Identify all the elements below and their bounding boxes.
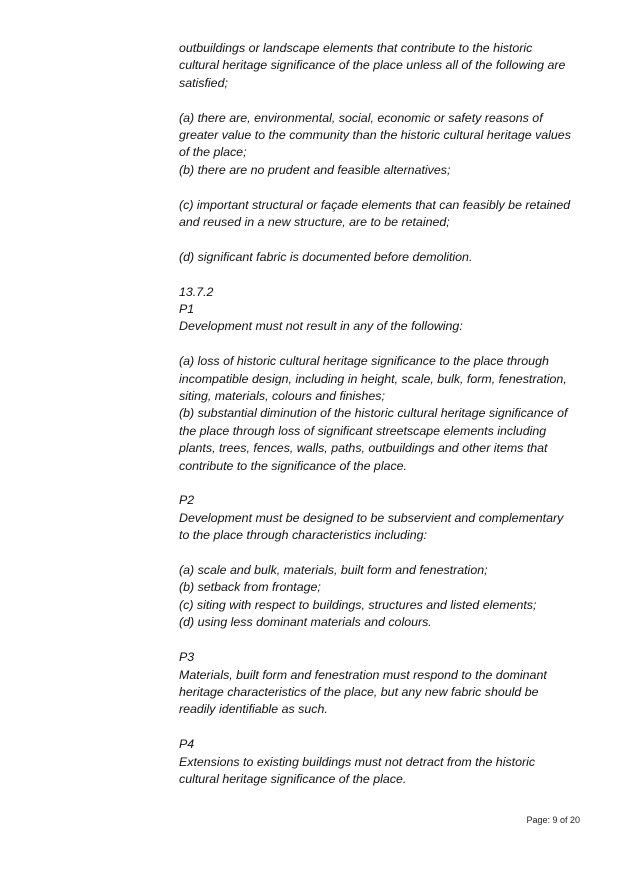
performance-criterion-label: P3: [179, 650, 195, 665]
text-line: (a) there are, environmental, social, economic or safety reasons of: [179, 110, 543, 125]
text-line: and reused in a new structure, are to be retained;: [179, 215, 450, 230]
clause-p3: [179, 649, 584, 719]
text-line: of the place;: [179, 145, 247, 160]
text-line: contribute to the significance of the place.: [179, 458, 407, 473]
text-line: the place through loss of significant streetscape elements including: [179, 423, 547, 438]
text-line: cultural heritage significance of the place.: [179, 771, 407, 786]
clause-p1: [179, 284, 584, 475]
text-line: satisfied;: [179, 75, 228, 90]
page-number: Page: 9 of 20: [526, 815, 580, 825]
list-item: (b) setback from frontage;: [179, 580, 321, 595]
performance-criterion-label: P1: [179, 302, 195, 317]
text-line: siting, materials, colours and finishes;: [179, 389, 385, 404]
list-item: (c) siting with respect to buildings, structures and listed elements;: [179, 597, 537, 612]
text-line: incompatible design, including in height, scale, bulk, form, fenestration,: [179, 371, 567, 386]
document-body: [179, 40, 584, 788]
list-item: (a) scale and bulk, materials, built form and fenestration;: [179, 563, 488, 578]
performance-criterion-label: P2: [179, 493, 195, 508]
text-line: greater value to the community than the historic cultural heritage values: [179, 128, 571, 143]
text-line: readily identifiable as such.: [179, 702, 328, 717]
text-line: outbuildings or landscape elements that contribute to the historic: [179, 41, 533, 55]
text-line: (a) loss of historic cultural heritage significance to the place through: [179, 354, 549, 369]
clause-number: 13.7.2: [179, 284, 214, 299]
text-line: (d) significant fabric is documented before demolition.: [179, 249, 473, 264]
clause-p2: [179, 492, 584, 631]
text-line: plants, trees, fences, walls, paths, outbuildings and other items that: [179, 441, 548, 456]
text-line: cultural heritage significance of the place unless all of the following are: [179, 58, 566, 73]
text-line: Extensions to existing buildings must not detract from the historic: [179, 754, 536, 769]
criterion-lead: Development must not result in any of the following:: [179, 319, 463, 334]
text-line: (b) there are no prudent and feasible alternatives;: [179, 162, 451, 177]
intro-paragraph: [179, 40, 584, 92]
text-line: Materials, built form and fenestration must respond to the dominant: [179, 667, 547, 682]
performance-criterion-label: P4: [179, 737, 195, 752]
clause-p4: [179, 736, 584, 788]
criterion-lead: to the place through characteristics including:: [179, 528, 427, 543]
criterion-lead: Development must be designed to be subservient and complementary: [179, 510, 564, 525]
condition-c: [179, 197, 584, 232]
condition-d: [179, 249, 584, 266]
text-line: (b) substantial diminution of the historic cultural heritage significance of: [179, 406, 568, 421]
conditions-a-b: [179, 110, 584, 180]
text-line: (c) important structural or façade elements that can feasibly be retained: [179, 197, 571, 212]
list-item: (d) using less dominant materials and colours.: [179, 615, 432, 630]
text-line: heritage characteristics of the place, but any new fabric should be: [179, 684, 539, 699]
